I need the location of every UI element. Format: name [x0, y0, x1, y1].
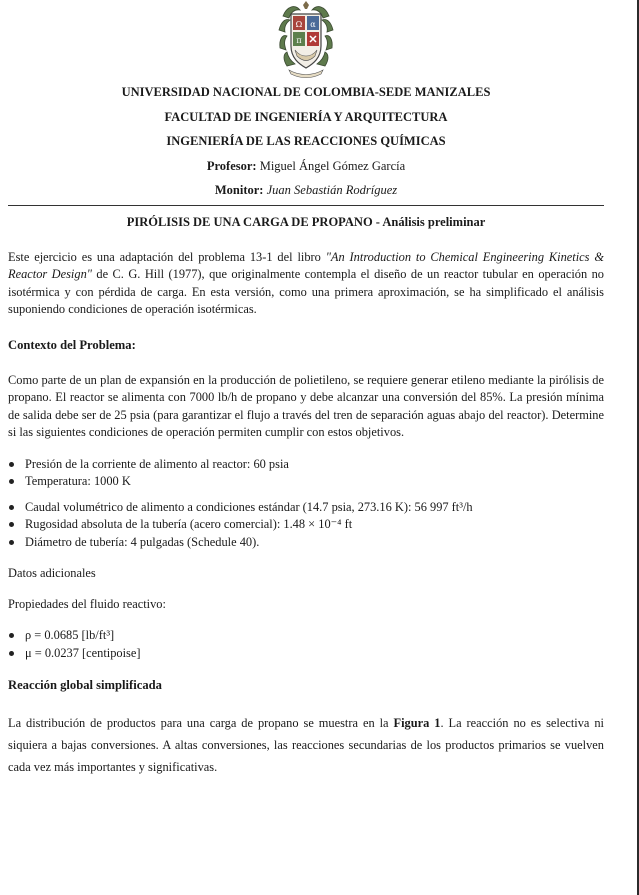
list-item — [8, 456, 604, 474]
professor-line — [8, 154, 604, 179]
intro-paragraph — [8, 249, 604, 319]
reaction-text-start: La distribución de productos para una carga de propano se muestra en la — [8, 716, 394, 730]
intro-text-end: de C. G. Hill (1977), que originalmente contempla el diseño de un reactor tubular en operación no isotérmica y con pérdida de carga. En esta versión, como una primera aproximación, se ha simplificado el análisis suponiendo condiciones de operación isotérmicas. — [8, 267, 604, 316]
context-heading: Contexto del Problema: — [8, 337, 136, 352]
reaction-text-end: . La reacción no es selectiva ni siquiera a bajas conversiones. A altas conversiones, las reacciones secundarias de los productos primarios se vuelven cada vez más importantes y significativas. — [8, 716, 605, 774]
list-item — [8, 473, 604, 491]
svg-text:α: α — [310, 20, 316, 29]
bullet-icon — [9, 651, 14, 656]
svg-text:π: π — [296, 36, 302, 45]
intro-book-title: "An Introduction to Chemical Engineering Kinetics & Reactor Design" — [8, 249, 604, 281]
figure-reference: Figura 1 — [393, 716, 441, 730]
operating-conditions-list-b — [8, 499, 604, 552]
list-item-text: Temperatura: 1000 K — [25, 474, 131, 488]
list-item-text: Caudal volumétrico de alimento a condiciones estándar (14.7 psia, 273.16 K): 56 997 ft³/h — [25, 499, 473, 514]
reaction-paragraph — [8, 712, 604, 778]
bullet-icon — [9, 505, 14, 510]
bullet-icon — [9, 479, 14, 484]
faculty-name: FACULTAD DE INGENIERÍA Y ARQUITECTURA — [164, 109, 448, 124]
document-title: PIRÓLISIS DE UNA CARGA DE PROPANO - Análisis preliminar — [126, 214, 486, 229]
bullet-icon — [9, 462, 14, 467]
bullet-icon — [9, 522, 14, 527]
list-item-text: μ = 0.0237 [centipoise] — [25, 645, 141, 660]
monitor-line — [8, 178, 604, 203]
header-divider — [8, 205, 604, 206]
list-item-text: ρ = 0.0685 [lb/ft³] — [25, 628, 115, 642]
operating-conditions-list-a — [8, 456, 604, 491]
list-item-text: Rugosidad absoluta de la tubería (acero comercial): 1.48 × 10⁻⁴ ft — [25, 517, 353, 531]
list-item-text: Diámetro de tubería: 4 pulgadas (Schedule 40). — [25, 534, 260, 549]
list-item-text: Presión de la corriente de alimento al reactor: 60 psia — [25, 456, 289, 471]
document-page — [8, 0, 604, 778]
context-paragraph: Como parte de un plan de expansión en la producción de polietileno, se requiere generar etileno mediante la pirólisis de propano. El reactor se alimenta con 7000 lb/h de propano y debe alcanzar una conversión del 85%. La presión mínima de salida debe ser de 25 psia (para garantizar el flujo a través del tren de separación aguas abajo del reactor). Determine si las siguientes condiciones de operación permiten cumplir con estos objetivos. — [8, 372, 604, 439]
university-name: UNIVERSIDAD NACIONAL DE COLOMBIA-SEDE MANIZALES — [121, 85, 491, 99]
fluid-properties-list — [8, 627, 604, 662]
document-header — [8, 80, 604, 203]
bullet-icon — [9, 633, 14, 638]
list-item — [8, 645, 604, 663]
monitor-name: Juan Sebastián Rodríguez — [266, 183, 398, 197]
list-item — [8, 627, 604, 645]
list-item — [8, 534, 604, 552]
course-name: INGENIERÍA DE LAS REACCIONES QUÍMICAS — [166, 134, 446, 148]
professor-label: Profesor: — [206, 158, 257, 173]
intro-text-start: Este ejercicio es una adaptación del problema 13-1 del libro — [8, 249, 326, 264]
fluid-properties-heading: Propiedades del fluido reactivo: — [8, 596, 166, 611]
monitor-label: Monitor: — [214, 183, 264, 197]
svg-text:Ω: Ω — [295, 20, 303, 29]
list-item — [8, 516, 604, 534]
list-item — [8, 499, 604, 517]
university-crest-logo — [273, 0, 339, 80]
professor-name: Miguel Ángel Gómez García — [259, 158, 406, 173]
bullet-icon — [9, 540, 14, 545]
reaction-heading: Reacción global simplificada — [8, 678, 162, 692]
additional-data-label: Datos adicionales — [8, 566, 96, 580]
